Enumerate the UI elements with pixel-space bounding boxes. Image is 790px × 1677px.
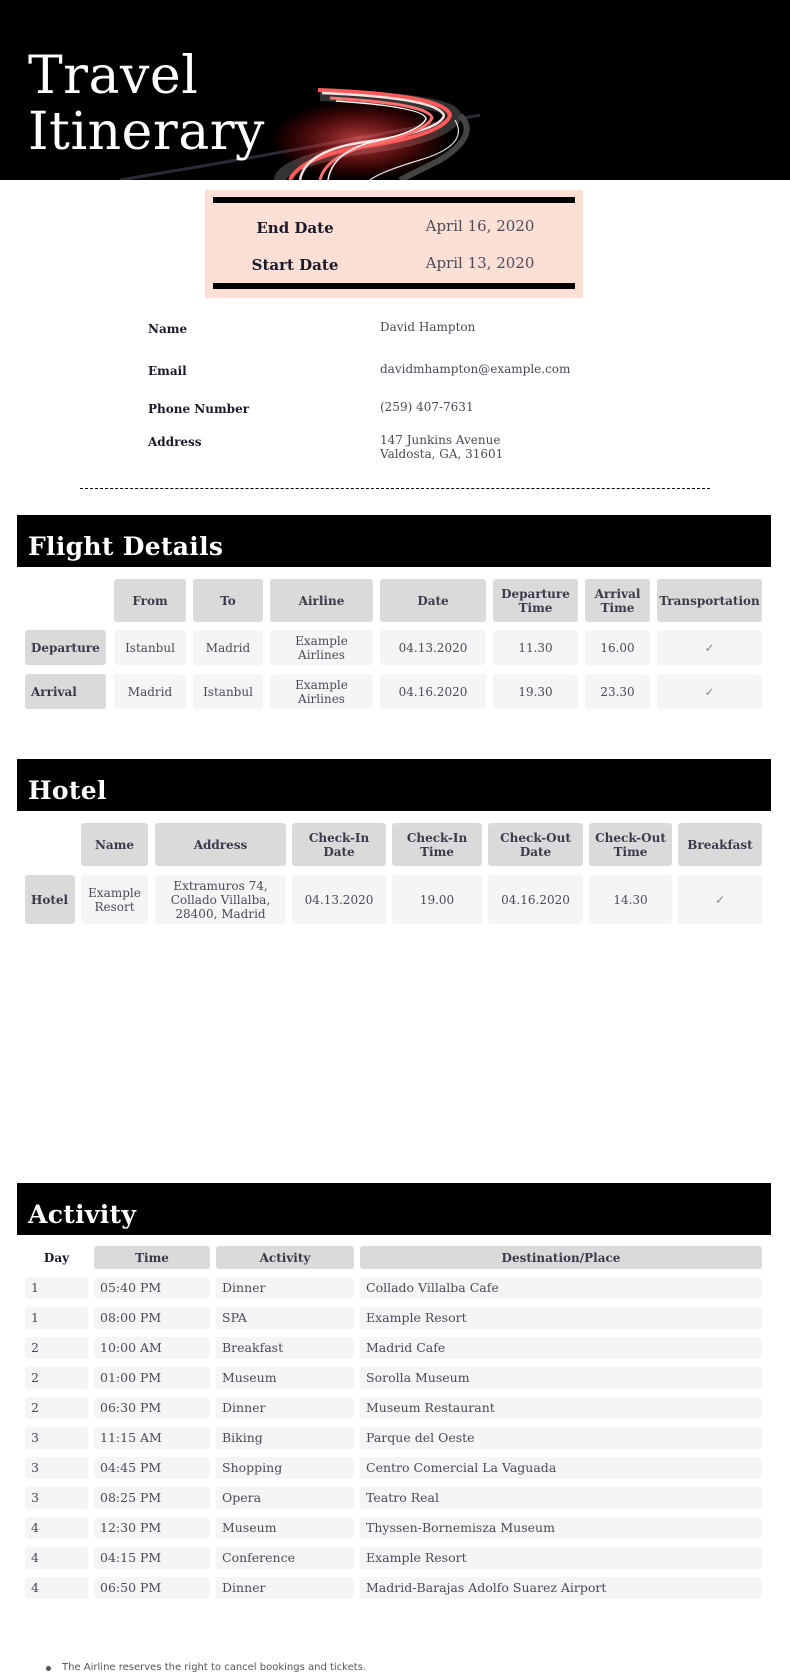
- activity-name: Dinner: [216, 1277, 354, 1299]
- activity-destination: Centro Comercial La Vaguada: [360, 1457, 762, 1479]
- hotel-col-address: Address: [155, 823, 286, 866]
- activity-destination: Collado Villalba Cafe: [360, 1277, 762, 1299]
- flight-col-date: Date: [380, 579, 486, 622]
- flight-row-arrival-label: Arrival: [25, 674, 106, 709]
- activity-name: Opera: [216, 1487, 354, 1509]
- activity-day: 4: [25, 1547, 88, 1569]
- flight-col-transportation: Transportation: [657, 579, 762, 622]
- activity-day: 2: [25, 1367, 88, 1389]
- activity-col-activity: Activity: [216, 1246, 354, 1269]
- email-value: davidmhampton@example.com: [380, 362, 571, 376]
- flight-arrival-date: 04.16.2020: [380, 674, 486, 709]
- activity-destination: Museum Restaurant: [360, 1397, 762, 1419]
- flight-section-title: Flight Details: [28, 532, 224, 561]
- activity-day: 3: [25, 1427, 88, 1449]
- activity-name: Conference: [216, 1547, 354, 1569]
- activity-col-day: Day: [43, 1250, 70, 1265]
- flight-departure-date: 04.13.2020: [380, 630, 486, 665]
- title-line-2: Itinerary: [28, 102, 265, 162]
- activity-day: 4: [25, 1577, 88, 1599]
- dates-top-rule: [213, 197, 575, 203]
- hotel-checkin-date: 04.13.2020: [292, 875, 386, 924]
- end-date-row: [205, 214, 583, 244]
- activity-destination: Teatro Real: [360, 1487, 762, 1509]
- email-label: Email: [148, 364, 187, 378]
- activity-destination: Parque del Oeste: [360, 1427, 762, 1449]
- flight-arrival-airline: Example Airlines: [270, 674, 373, 709]
- activity-time: 04:45 PM: [94, 1457, 210, 1479]
- flight-col-from: From: [114, 579, 186, 622]
- start-date-label: Start Date: [251, 256, 339, 274]
- end-date-value: April 16, 2020: [425, 217, 535, 235]
- flight-departure-dep-time: 11.30: [493, 630, 578, 665]
- hotel-checkout-date: 04.16.2020: [488, 875, 583, 924]
- activity-time: 11:15 AM: [94, 1427, 210, 1449]
- activity-day: 2: [25, 1337, 88, 1359]
- address-line-1: 147 Junkins Avenue: [380, 433, 501, 447]
- end-date-label: End Date: [256, 219, 334, 237]
- flight-section-header: [17, 515, 771, 567]
- activity-time: 06:50 PM: [94, 1577, 210, 1599]
- flight-departure-to: Madrid: [193, 630, 263, 665]
- activity-day: 3: [25, 1457, 88, 1479]
- activity-col-time: Time: [94, 1246, 210, 1269]
- address-label: Address: [148, 435, 202, 449]
- flight-arrival-dep-time: 19.30: [493, 674, 578, 709]
- note-item: The Airline reserves the right to cancel bookings and tickets.: [46, 1662, 366, 1673]
- activity-time: 01:00 PM: [94, 1367, 210, 1389]
- activity-destination: Madrid-Barajas Adolfo Suarez Airport: [360, 1577, 762, 1599]
- activity-name: Museum: [216, 1517, 354, 1539]
- activity-section-title: Activity: [28, 1200, 137, 1229]
- address-line-2: Valdosta, GA, 31601: [380, 447, 504, 461]
- flight-arrival-from: Madrid: [114, 674, 186, 709]
- trip-dates-box: [205, 190, 583, 298]
- activity-time: 06:30 PM: [94, 1397, 210, 1419]
- activity-col-destination: Destination/Place: [360, 1246, 762, 1269]
- hotel-section-title: Hotel: [28, 776, 107, 805]
- flight-arrival-transport-check-icon: ✓: [657, 674, 762, 709]
- activity-name: Breakfast: [216, 1337, 354, 1359]
- flight-departure-airline: Example Airlines: [270, 630, 373, 665]
- name-value: David Hampton: [380, 320, 476, 334]
- flight-departure-arr-time: 16.00: [585, 630, 650, 665]
- flight-arrival-to: Istanbul: [193, 674, 263, 709]
- activity-day: 3: [25, 1487, 88, 1509]
- activity-name: Museum: [216, 1367, 354, 1389]
- activity-name: Dinner: [216, 1397, 354, 1419]
- activity-destination: Sorolla Museum: [360, 1367, 762, 1389]
- hotel-col-checkout-time: Check-Out Time: [589, 823, 672, 866]
- activity-name: Biking: [216, 1427, 354, 1449]
- hotel-section-header: [17, 759, 771, 811]
- activity-name: Shopping: [216, 1457, 354, 1479]
- activity-time: 08:25 PM: [94, 1487, 210, 1509]
- hotel-row-label: Hotel: [25, 875, 75, 924]
- activity-section-header: [17, 1183, 771, 1235]
- activity-name: Dinner: [216, 1577, 354, 1599]
- activity-day: 4: [25, 1517, 88, 1539]
- start-date-value: April 13, 2020: [425, 254, 535, 272]
- activity-time: 08:00 PM: [94, 1307, 210, 1329]
- hotel-checkout-time: 14.30: [589, 875, 672, 924]
- activity-time: 05:40 PM: [94, 1277, 210, 1299]
- dashed-divider: [80, 488, 710, 489]
- activity-day: 2: [25, 1397, 88, 1419]
- hotel-checkin-time: 19.00: [392, 875, 482, 924]
- activity-time: 10:00 AM: [94, 1337, 210, 1359]
- hotel-name: Example Resort: [81, 875, 148, 924]
- hotel-col-breakfast: Breakfast: [678, 823, 762, 866]
- hotel-address: Extramuros 74, Collado Villalba, 28400, Madrid: [155, 875, 286, 924]
- activity-destination: Madrid Cafe: [360, 1337, 762, 1359]
- flight-row-departure-label: Departure: [25, 630, 106, 665]
- activity-day: 1: [25, 1307, 88, 1329]
- phone-value: (259) 407-7631: [380, 400, 474, 414]
- phone-label: Phone Number: [148, 402, 250, 416]
- start-date-row: [205, 251, 583, 281]
- hotel-col-checkout-date: Check-Out Date: [488, 823, 583, 866]
- flight-col-airline: Airline: [270, 579, 373, 622]
- address-value: [380, 433, 503, 461]
- flight-arrival-arr-time: 23.30: [585, 674, 650, 709]
- title-line-1: Travel: [28, 46, 199, 106]
- activity-destination: Thyssen-Bornemisza Museum: [360, 1517, 762, 1539]
- hotel-col-checkin-time: Check-In Time: [392, 823, 482, 866]
- activity-day: 1: [25, 1277, 88, 1299]
- activity-time: 12:30 PM: [94, 1517, 210, 1539]
- hotel-breakfast-check-icon: ✓: [678, 875, 762, 924]
- flight-col-to: To: [193, 579, 263, 622]
- hotel-col-checkin-date: Check-In Date: [292, 823, 386, 866]
- dates-bottom-rule: [213, 283, 575, 289]
- activity-name: SPA: [216, 1307, 354, 1329]
- flight-departure-from: Istanbul: [114, 630, 186, 665]
- notes-list: [46, 1662, 366, 1673]
- flight-col-departure-time: Departure Time: [493, 579, 578, 622]
- flight-col-arrival-time: Arrival Time: [585, 579, 650, 622]
- header-banner: [0, 0, 790, 180]
- hotel-col-name: Name: [81, 823, 148, 866]
- flight-departure-transport-check-icon: ✓: [657, 630, 762, 665]
- activity-destination: Example Resort: [360, 1547, 762, 1569]
- activity-time: 04:15 PM: [94, 1547, 210, 1569]
- activity-destination: Example Resort: [360, 1307, 762, 1329]
- name-label: Name: [148, 322, 188, 336]
- page-title: [28, 48, 265, 160]
